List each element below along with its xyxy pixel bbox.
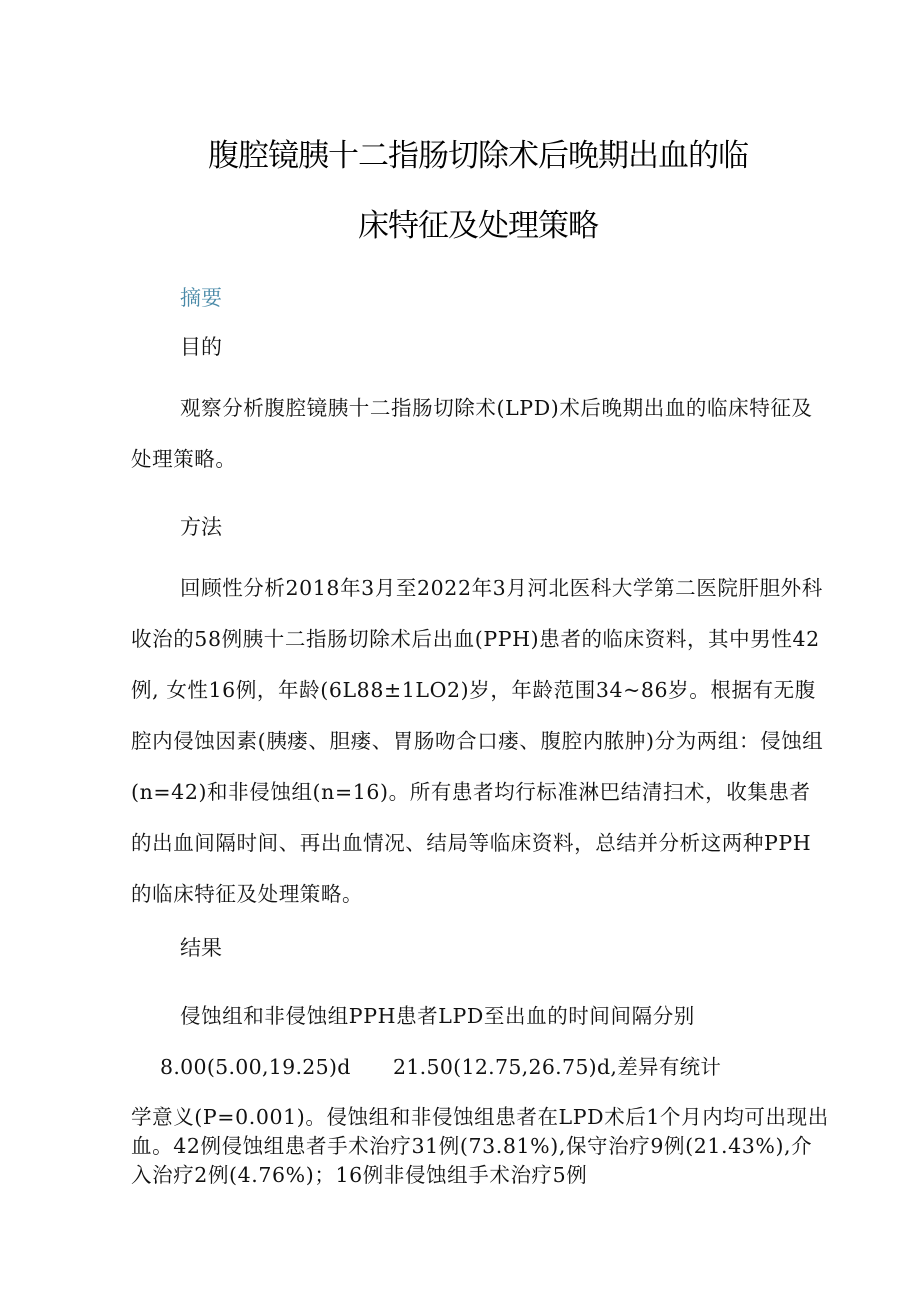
result-value-b: 21.50(12.75,26.75)d,差异有统计 [393,1055,722,1079]
method-paragraph [131,563,831,920]
title-line-2: 床特征及处理策略 [358,208,598,244]
result-value-a: 8.00(5.00,19.25)d [160,1055,351,1079]
method-heading: 方法 [180,515,222,539]
method-text: 回顾性分析2018年3月至2022年3月河北医科大学第二医院肝胆外科收治的58例胰十二指肠切除术后出血(PPH)患者的临床资料，其中男性42例, 女性16例，年龄(6L88±1LO2)岁，年龄范围34~86岁。根据有无腹腔内侵蚀因素(胰瘘、胆瘘、胃肠吻合口瘘、腹腔内脓肿)分为两组：侵蚀组(n=42)和非侵蚀组(n=16)。所有患者均行标准淋巴结清扫术，收集患者的出血间隔时间、再出血情况、结局等临床资料，总结并分析这两种PPH的临床特征及处理策略。 [131,576,824,906]
purpose-text: 观察分析腹腔镜胰十二指肠切除术(LPD)术后晚期出血的临床特征及处理策略。 [131,396,813,471]
result-heading: 结果 [180,936,222,960]
result-continuation: 学意义(P=0.001)。侵蚀组和非侵蚀组患者在LPD术后1个月内均可出现出血。42例侵蚀组患者手术治疗31例(73.81%),保守治疗9例(21.43%),介入治疗2例(4.76%)；16例非侵蚀组手术治疗5例 [131,1105,829,1187]
abstract-label: 摘要 [180,286,222,310]
title-line-1: 腹腔镜胰十二指肠切除术后晚期出血的临 [208,138,748,174]
purpose-paragraph [131,383,831,485]
result-line-1: 侵蚀组和非侵蚀组PPH患者LPD至出血的时间间隔分别 [180,1004,695,1028]
purpose-heading: 目的 [180,335,222,359]
